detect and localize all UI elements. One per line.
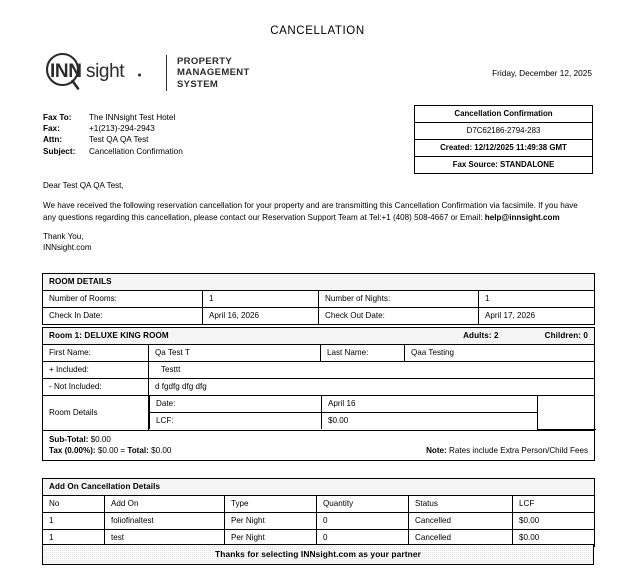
confirmation-fax-source: Fax Source: STANDALONE bbox=[452, 160, 555, 169]
table-row bbox=[150, 396, 596, 413]
subject-value: Cancellation Confirmation bbox=[89, 146, 183, 156]
addon-col-quantity: Quantity bbox=[317, 496, 409, 513]
first-name-value: Qa Test T bbox=[149, 345, 321, 362]
attn-label: Attn: bbox=[43, 135, 63, 145]
table-row bbox=[43, 345, 595, 362]
letter-closing-line-1: Thank You, bbox=[43, 232, 84, 242]
svg-text:sight: sight bbox=[86, 61, 125, 82]
room-1-heading-row bbox=[43, 328, 595, 345]
tax-equals-sign: = bbox=[120, 445, 126, 455]
total-value: $0.00 bbox=[151, 445, 172, 455]
table-row bbox=[43, 362, 595, 379]
confirmation-created: Created: 12/12/2025 11:49:38 GMT bbox=[415, 140, 592, 157]
fax-meta-row bbox=[43, 134, 183, 145]
room-1-totals-cell bbox=[43, 430, 595, 460]
logo-divider bbox=[166, 55, 167, 91]
room-1-heading: Room 1: DELUXE KING ROOM bbox=[49, 331, 169, 340]
room-detail-lcf-value: $0.00 bbox=[322, 413, 538, 430]
addon-col-no: No bbox=[43, 496, 105, 513]
room-detail-subtable-row bbox=[43, 396, 595, 431]
letter-closing-line-2: INNsight.com bbox=[43, 242, 92, 252]
addon-cell-name: test bbox=[105, 530, 225, 547]
addon-col-status: Status bbox=[409, 496, 513, 513]
confirmation-heading: Cancellation Confirmation bbox=[415, 106, 592, 123]
totals-left bbox=[49, 434, 171, 456]
letter-body bbox=[43, 180, 591, 253]
check-out-date-value: April 17, 2026 bbox=[479, 308, 595, 325]
logo-tagline-line-2: MANAGEMENT bbox=[177, 67, 250, 79]
page-title: CANCELLATION bbox=[270, 25, 365, 37]
not-included-label: - Not Included: bbox=[43, 379, 149, 396]
addon-col-type: Type bbox=[225, 496, 317, 513]
fax-meta-row bbox=[43, 112, 183, 123]
last-name-value: Qaa Testing bbox=[405, 345, 595, 362]
table-row bbox=[150, 413, 596, 430]
check-in-date-label: Check In Date: bbox=[43, 308, 203, 325]
addon-heading: Add On Cancellation Details bbox=[43, 479, 595, 496]
table-row bbox=[43, 513, 595, 530]
room-1-heading-cell bbox=[43, 328, 595, 345]
room-details-heading-row bbox=[43, 274, 595, 291]
letter-paragraph bbox=[43, 200, 591, 223]
innsight-logo bbox=[42, 52, 250, 94]
fax-number-value: +1(213)-294-2943 bbox=[89, 124, 155, 134]
addon-cancellation-table bbox=[42, 478, 595, 547]
number-of-rooms-value: 1 bbox=[203, 291, 319, 308]
room-detail-subtable bbox=[149, 396, 596, 430]
addon-col-addon: Add On bbox=[105, 496, 225, 513]
room-details-section bbox=[42, 273, 594, 325]
letter-paragraph-text: We have received the following reservation cancellation for your property and are transmitting this Cancellation Confirmation via facsimile. If you have any questions regarding this cancellation, please contact our Reservation Support Team at Tel:+1 (408) 508-4667 or Email: bbox=[43, 201, 578, 222]
last-name-label: Last Name: bbox=[321, 345, 405, 362]
room-1-section bbox=[42, 327, 594, 461]
room-1-totals-row bbox=[43, 430, 595, 460]
room-1-adults: Adults: 2 bbox=[463, 331, 499, 340]
fax-to-label: Fax To: bbox=[43, 113, 72, 122]
check-out-date-label: Check Out Date: bbox=[319, 308, 479, 325]
addon-cell-type: Per Night bbox=[225, 513, 317, 530]
room-details-heading: ROOM DETAILS bbox=[43, 274, 595, 291]
fax-meta-row bbox=[43, 123, 183, 134]
room-details-label: Room Details bbox=[43, 396, 149, 431]
number-of-nights-label: Number of Nights: bbox=[319, 291, 479, 308]
not-included-value: d fgdfg dfg dfg bbox=[149, 379, 595, 396]
attn-value: Test QA QA Test bbox=[89, 135, 149, 145]
cancellation-confirmation-box bbox=[414, 105, 593, 174]
room-detail-date-value: April 16 bbox=[322, 396, 538, 413]
table-row bbox=[43, 291, 595, 308]
svg-text:INN: INN bbox=[50, 61, 82, 82]
subtotal-value: $0.00 bbox=[90, 434, 111, 444]
tax-total-line bbox=[49, 445, 171, 456]
addon-cancellation-section bbox=[42, 478, 594, 547]
addon-cell-status: Cancelled bbox=[409, 513, 513, 530]
addon-cell-status: Cancelled bbox=[409, 530, 513, 547]
logo-tagline bbox=[177, 56, 250, 91]
logo-tagline-line-1: PROPERTY bbox=[177, 55, 233, 67]
addon-cell-type: Per Night bbox=[225, 530, 317, 547]
check-in-date-value: April 16, 2026 bbox=[203, 308, 319, 325]
innsight-wordmark-icon bbox=[42, 52, 154, 94]
addon-cell-quantity: 0 bbox=[317, 513, 409, 530]
room-detail-lcf-label: LCF: bbox=[150, 413, 322, 430]
confirmation-number: D7C62186-2794-283 bbox=[415, 123, 592, 140]
room-details-table bbox=[42, 273, 595, 325]
included-label: + Included: bbox=[43, 362, 149, 379]
addon-heading-row bbox=[43, 479, 595, 496]
table-row bbox=[43, 308, 595, 325]
fax-number-label: Fax: bbox=[43, 124, 60, 134]
support-email: help@innsight.com bbox=[484, 212, 560, 222]
note-label: Note: bbox=[426, 445, 447, 455]
tax-value: $0.00 bbox=[97, 445, 119, 455]
letter-salutation: Dear Test QA QA Test, bbox=[43, 181, 124, 190]
fax-to-value: The INNsight Test Hotel bbox=[89, 113, 176, 122]
document-date: Friday, December 12, 2025 bbox=[492, 68, 592, 78]
footer-banner: Thanks for selecting INNsight.com as your partner bbox=[42, 544, 594, 565]
room-detail-subtable-cell bbox=[149, 396, 595, 431]
fax-meta-row bbox=[43, 146, 183, 157]
total-label: Total: bbox=[127, 445, 149, 455]
addon-cell-quantity: 0 bbox=[317, 530, 409, 547]
tax-label: Tax (0.00%): bbox=[49, 445, 96, 455]
addon-header-row bbox=[43, 496, 595, 513]
addon-cell-no: 1 bbox=[43, 513, 105, 530]
number-of-rooms-label: Number of Rooms: bbox=[43, 291, 203, 308]
subtotal-label: Sub-Total: bbox=[49, 434, 89, 444]
subject-label: Subject: bbox=[43, 146, 76, 156]
addon-cell-name: foliofinaltest bbox=[105, 513, 225, 530]
logo-tagline-line-3: SYSTEM bbox=[177, 78, 219, 90]
room-1-children: Children: 0 bbox=[544, 331, 589, 340]
addon-col-lcf: LCF bbox=[513, 496, 595, 513]
room-detail-empty-cell bbox=[538, 396, 596, 429]
subtotal-line bbox=[49, 434, 171, 445]
addon-cell-no: 1 bbox=[43, 530, 105, 547]
room-detail-date-label: Date: bbox=[150, 396, 322, 413]
addon-cell-lcf: $0.00 bbox=[513, 513, 595, 530]
totals-note bbox=[426, 446, 588, 456]
first-name-label: First Name: bbox=[43, 345, 149, 362]
number-of-nights-value: 1 bbox=[479, 291, 595, 308]
included-value: Testtt bbox=[149, 362, 595, 379]
table-row bbox=[43, 379, 595, 396]
addon-cell-lcf: $0.00 bbox=[513, 530, 595, 547]
room-1-table bbox=[42, 327, 595, 461]
note-text: Rates include Extra Person/Child Fees bbox=[449, 445, 589, 455]
fax-meta-block bbox=[43, 112, 183, 157]
